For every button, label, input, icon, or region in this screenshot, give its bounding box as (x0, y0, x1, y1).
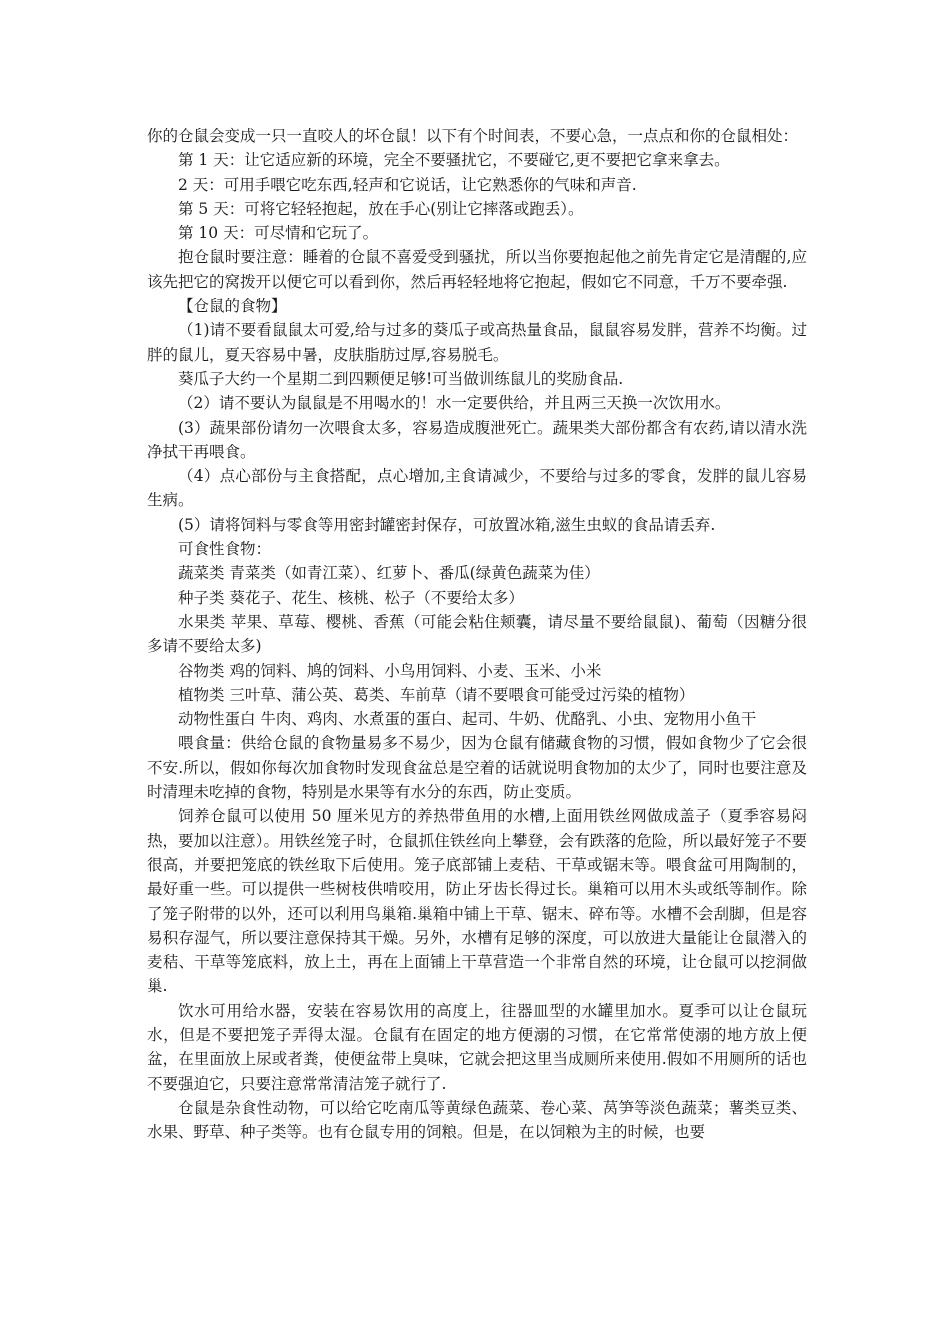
paragraph-day-5: 第 5 天：可将它轻轻抱起，放在手心(别让它摔落或跑丢）。 (178, 199, 584, 218)
paragraph-holding-note: 抱仓鼠时要注意：睡着的仓鼠不喜爱受到骚扰，所以当你要抱起他之前先肯定它是清醒的,应该先把它的窝拨开以便它可以看到你，然后再轻轻地将它抱起，假如它不同意，千万不要牵强. (147, 248, 807, 291)
paragraph-edible-heading: 可食性食物： (178, 540, 272, 559)
paragraph-food-5: (5）请将饲料与零食等用密封罐密封保存，可放置冰箱,滋生虫蚁的食品请丢弃. (178, 515, 716, 534)
paragraph-seeds: 种子类 葵花子、花生、核桃、松子（不要给太多） (178, 588, 524, 607)
paragraph-day-2: 2 天：可用手喂它吃东西,轻声和它说话，让它熟悉你的气味和声音. (178, 175, 637, 194)
section-heading-food: 【仓鼠的食物】 (178, 297, 287, 316)
paragraph-day-1: 第 1 天：让它适应新的环境，完全不要骚扰它，不要碰它,更不要把它拿来拿去。 (178, 151, 730, 170)
document-body (147, 124, 807, 1144)
paragraph-fruits: 水果类 苹果、草莓、樱桃、香蕉（可能会粘住颊囊，请尽量不要给鼠鼠)、葡萄（因糖分很多请不要给太多) (147, 612, 807, 656)
paragraph-omnivore: 仓鼠是杂食性动物，可以给它吃南瓜等黄绿色蔬菜、卷心菜、莴笋等淡色蔬菜；薯类豆类、水果、野草、种子类等。也有仓鼠专用的饲粮。但是，在以饲粮为主的时候，也要 (147, 1098, 807, 1142)
paragraph-food-3: (3）蔬果部份请勿一次喂食太多，容易造成腹泄死亡。蔬果类大部份都含有农药,请以清水洗净拭干再喂食。 (147, 418, 807, 461)
paragraph-grains: 谷物类 鸡的饲料、鸠的饲料、小鸟用饲料、小麦、玉米、小米 (178, 661, 602, 680)
paragraph-plants: 植物类 三叶草、蒲公英、葛类、车前草（请不要喂食可能受过污染的植物） (178, 685, 695, 704)
paragraph-day-10: 第 10 天：可尽情和它玩了。 (178, 224, 379, 243)
paragraph-food-1: （1)请不要看鼠鼠太可爱,给与过多的葵瓜子或高热量食品，鼠鼠容易发胖，营养不均衡。过胖的鼠儿，夏天容易中暑，皮肤脂肪过厚,容易脱毛。 (147, 321, 807, 364)
paragraph-intro: 你的仓鼠会变成一只一直咬人的坏仓鼠！以下有个时间表，不要心急，一点点和你的仓鼠相处： (147, 127, 799, 145)
paragraph-animal-protein: 动物性蛋白 牛肉、鸡肉、水煮蛋的蛋白、起司、牛奶、优酪乳、小虫、宠物用小鱼干 (178, 710, 757, 729)
paragraph-feeding-amount: 喂食量：供给仓鼠的食物量易多不易少，因为仓鼠有储藏食物的习惯，假如食物少了它会很不安.所以，假如你每次加食物时发现食盆总是空着的话就说明食物加的太少了，同时也要注意及时清理未吃掉的食物，特别是水果等有水分的东西，防止变质。 (147, 734, 807, 802)
paragraph-water: 饮水可用给水器，安装在容易饮用的高度上，往器皿型的水罐里加水。夏季可以让仓鼠玩水，但是不要把笼子弄得太湿。仓鼠有在固定的地方便溺的习惯，在它常常使溺的地方放上便盆，在里面放上尿或者粪，使便盆带上臭味，它就会把这里当成厕所来使用.假如不用厕所的话也不要强迫它，只要注意常常清洁笼子就行了. (147, 1001, 807, 1093)
paragraph-housing: 饲养仓鼠可以使用 50 厘米见方的养热带鱼用的水槽,上面用铁丝网做成盖子（夏季容易闷热，要加以注意）。用铁丝笼子时，仓鼠抓住铁丝向上攀登，会有跌落的危险，所以最好笼子不要很高，并要把笼底的铁丝取下后使用。笼子底部铺上麦秸、干草或锯末等。喂食盆可用陶制的，最好重一些。可以提供一些树枝供啃咬用，防止牙齿长得过长。巢箱可以用木头或纸等制作。除了笼子附带的以外，还可以利用鸟巢箱.巢箱中铺上干草、锯末、碎布等。水槽不会刮脚，但是容易积存湿气，所以要注意保持其干燥。另外，水槽有足够的深度，可以放进大量能让仓鼠潜入的麦秸、干草等笼底料，放上土，再在上面铺上干草营造一个非常自然的环境，让仓鼠可以挖洞做巢. (147, 807, 807, 996)
paragraph-sunflower-seeds: 葵瓜子大约一个星期二到四颗便足够!可当做训练鼠儿的奖励食品. (178, 369, 624, 388)
paragraph-food-2: （2）请不要认为鼠鼠是不用喝水的！水一定要供给，并且两三天换一次饮用水。 (178, 394, 731, 413)
paragraph-food-4: （4）点心部份与主食搭配，点心增加,主食请减少，不要给与过多的零食，发胖的鼠儿容易生病。 (147, 467, 807, 510)
paragraph-vegetables: 蔬菜类 青菜类（如青江菜）、红萝卜、番瓜(绿黄色蔬菜为佳） (178, 564, 600, 583)
